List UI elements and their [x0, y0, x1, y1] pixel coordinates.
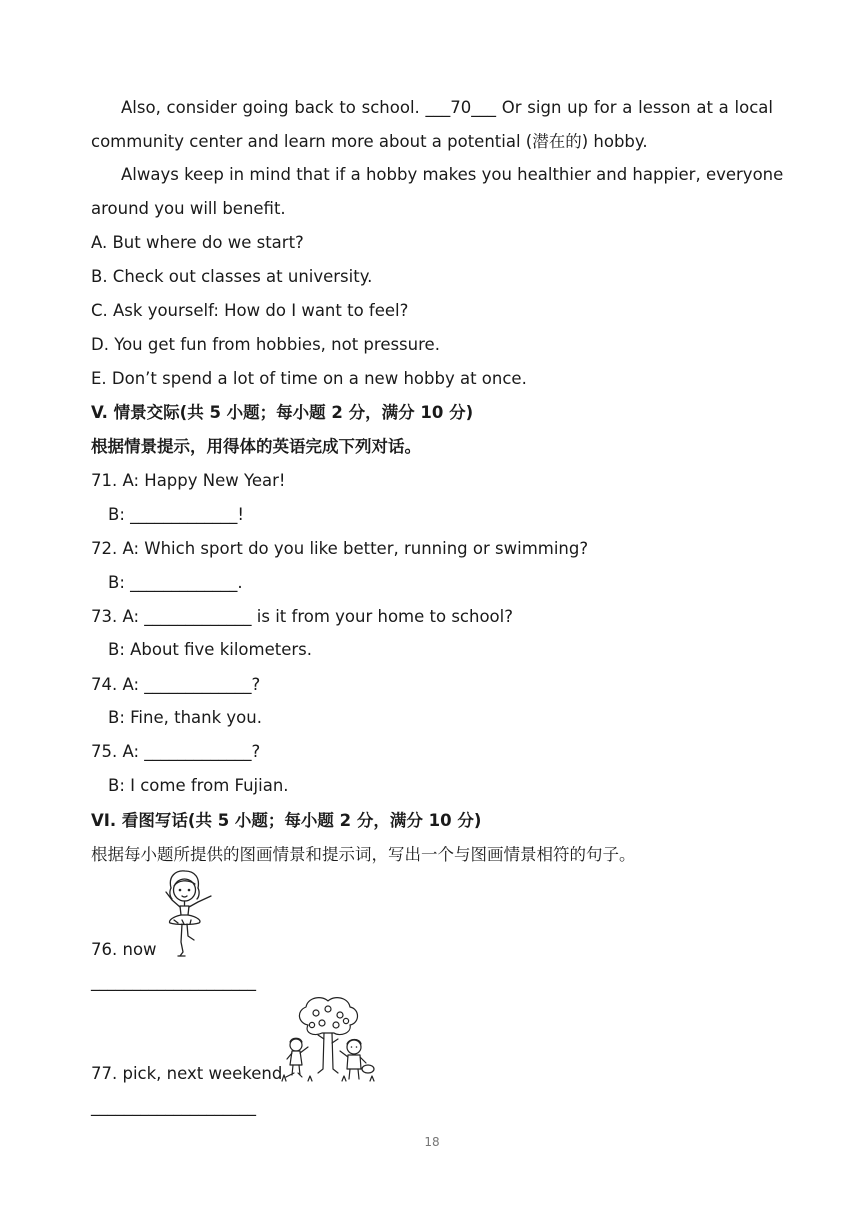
- page-number: 18: [424, 1135, 440, 1149]
- section-heading: VI. 看图写话(共 5 小题；每小题 2 分，满分 10 分): [91, 811, 482, 830]
- dialogue-answer: B: I come from Fujian.: [108, 776, 289, 795]
- dialogue-answer: B: Fine, thank you.: [108, 708, 262, 727]
- dialogue-question: 71. A: Happy New Year!: [91, 471, 286, 490]
- answer-line-76: ____________________: [91, 972, 256, 991]
- passage-line: around you will benefit.: [91, 199, 286, 218]
- apple-tree-illustration: [278, 995, 378, 1083]
- option-b: B. Check out classes at university.: [91, 267, 373, 286]
- dialogue-question: 74. A: _____________?: [91, 675, 261, 694]
- picture-prompt-77: 77. pick, next weekend: [91, 1064, 283, 1083]
- dialogue-question: 75. A: _____________?: [91, 742, 261, 761]
- dialogue-answer: B: About five kilometers.: [108, 640, 312, 659]
- section-instruction: 根据情景提示，用得体的英语完成下列对话。: [91, 437, 421, 456]
- dialogue-question: 73. A: _____________ is it from your home to school?: [91, 607, 513, 626]
- passage-line: community center and learn more about a potential (潜在的) hobby.: [91, 132, 648, 151]
- passage-line: Always keep in mind that if a hobby makes you healthier and happier, everyone: [121, 165, 784, 184]
- option-c: C. Ask yourself: How do I want to feel?: [91, 301, 409, 320]
- ballerina-illustration: [158, 870, 218, 958]
- answer-line-77: ____________________: [91, 1097, 256, 1116]
- picture-prompt-76: 76. now: [91, 940, 157, 959]
- section-heading: V. 情景交际(共 5 小题；每小题 2 分，满分 10 分): [91, 403, 474, 422]
- option-a: A. But where do we start?: [91, 233, 304, 252]
- dialogue-question: 72. A: Which sport do you like better, running or swimming?: [91, 539, 589, 558]
- dialogue-answer: B: _____________.: [108, 573, 243, 592]
- section-instruction: 根据每小题所提供的图画情景和提示词，写出一个与图画情景相符的句子。: [91, 845, 636, 864]
- option-e: E. Don’t spend a lot of time on a new hobby at once.: [91, 369, 527, 388]
- dialogue-answer: B: _____________!: [108, 505, 244, 524]
- passage-line: Also, consider going back to school. ___70___ Or sign up for a lesson at a local: [121, 98, 773, 117]
- option-d: D. You get fun from hobbies, not pressure.: [91, 335, 440, 354]
